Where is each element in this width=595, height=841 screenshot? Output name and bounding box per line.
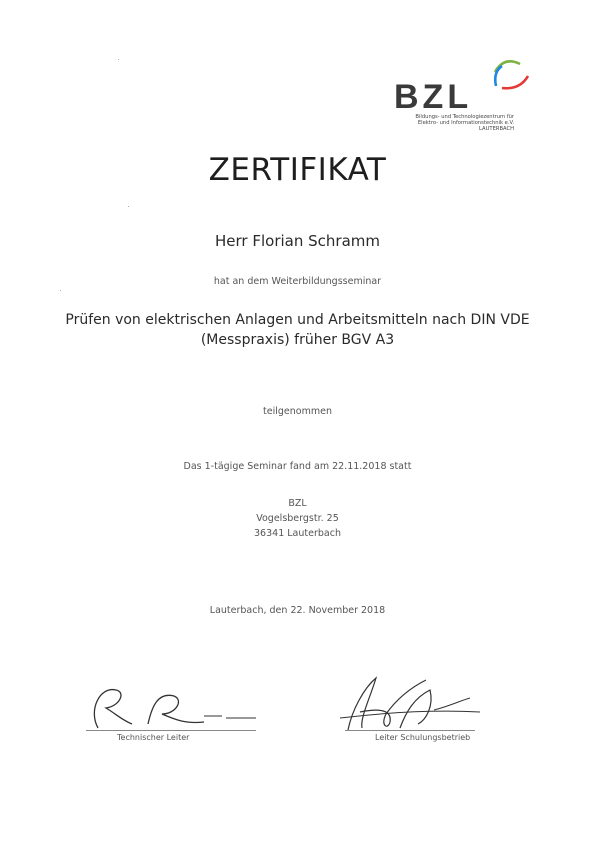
seminar-title-line-2: (Messpraxis) früher BGV A3 — [200, 332, 395, 348]
left-signature — [86, 680, 266, 735]
logo-subtitle-line: Bildungs- und Technologiezentrum für — [415, 114, 514, 120]
bzl-logo — [392, 50, 532, 140]
logo-subtitle-line: Elektro- und Informationstechnik e.V. — [417, 120, 514, 126]
scan-speck — [128, 206, 129, 207]
seminar-date-text: Das 1-tägige Seminar fand am 22.11.2018 statt — [183, 461, 412, 472]
place-date: Lauterbach, den 22. November 2018 — [209, 605, 386, 616]
right-signature-label: Leiter Schulungsbetrieb — [375, 733, 471, 742]
left-signature-label: Technischer Leiter — [117, 733, 190, 742]
address-city: 36341 Lauterbach — [254, 528, 341, 539]
right-signature-line — [345, 730, 475, 731]
address-street: Vogelsbergstr. 25 — [256, 513, 339, 524]
intro-text: hat an dem Weiterbildungsseminar — [213, 276, 382, 287]
scan-speck — [118, 59, 119, 60]
logo-arc-red — [502, 76, 528, 88]
certificate-title: ZERTIFIKAT — [208, 152, 387, 188]
logo-subtitle — [392, 114, 514, 132]
logo-text: BZL — [394, 78, 473, 116]
seminar-title-line-1: Prüfen von elektrischen Anlagen und Arbeitsmitteln nach DIN VDE — [65, 312, 530, 328]
seminar-title — [0, 310, 595, 350]
organizer-address — [0, 496, 595, 541]
logo-subtitle-line: LAUTERBACH — [479, 126, 514, 132]
right-signature — [330, 670, 500, 735]
recipient-name: Herr Florian Schramm — [215, 232, 380, 250]
bzl-logo-mark — [392, 50, 532, 120]
address-name: BZL — [288, 498, 307, 509]
participated-text: teilgenommen — [263, 406, 332, 417]
scan-speck — [60, 290, 61, 291]
left-signature-line — [86, 730, 256, 731]
